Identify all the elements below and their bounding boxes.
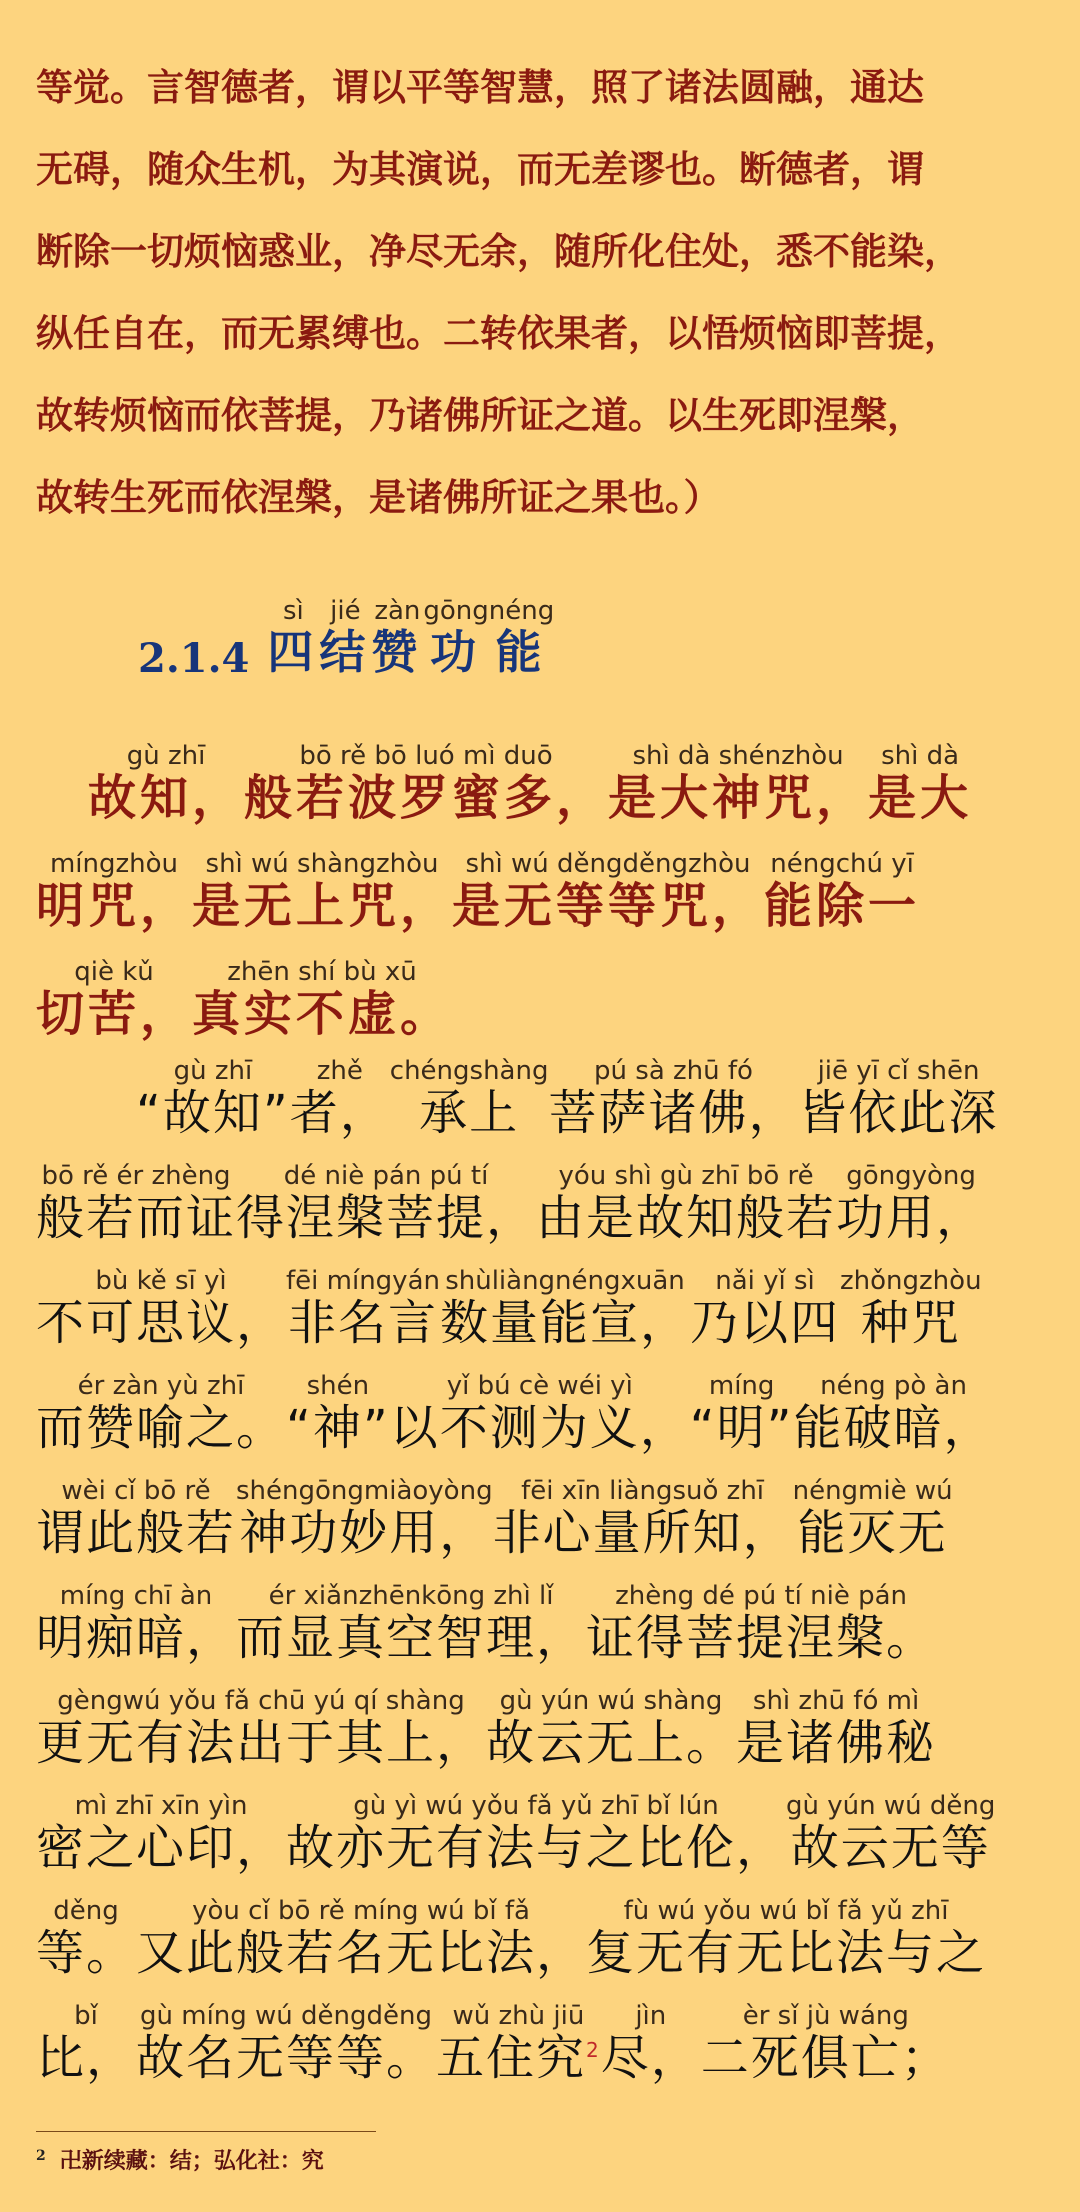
ruby-token [536, 1161, 836, 1246]
hanzi: 是无上咒， [192, 877, 453, 934]
hanzi: 是大 [868, 769, 973, 826]
hanzi: 等。 [36, 1924, 137, 1981]
hanzi: 尽， [600, 2029, 701, 2086]
section-heading [138, 596, 555, 682]
hanzi: 故知， [88, 769, 245, 826]
explanation-line [36, 1981, 1056, 2086]
hanzi: 故云无上。 [486, 1714, 737, 1771]
commentary-line: 等觉。言智德者，谓以平等智慧，照了诸法圆融，通达 [36, 65, 924, 109]
ruby-token [136, 1056, 290, 1141]
pinyin: èr sǐ jù wáng [742, 2000, 909, 2031]
ruby-token [690, 1371, 794, 1456]
ruby-token [764, 849, 920, 934]
pinyin: yóu shì gù zhī bō rě [558, 1160, 814, 1191]
hanzi: 能破暗， [793, 1399, 994, 1456]
ruby-token [548, 1056, 798, 1141]
pinyin: gù yún wú děng [786, 1790, 996, 1821]
hanzi [36, 771, 88, 826]
heading-char [489, 596, 554, 679]
hanzi: 五住究$^2$ [436, 2029, 601, 2086]
explanation-line [36, 1456, 1056, 1561]
commentary-line: 断除一切烦恼惑业，净尽无余，随所化住处，悉不能染， [36, 229, 961, 273]
ruby-token [36, 1896, 136, 1981]
explanation-line [36, 1771, 1056, 1876]
hanzi: 以不测为义， [389, 1399, 690, 1456]
pinyin: mì zhī xīn yìn [74, 1790, 248, 1821]
explanation-line [36, 1141, 1056, 1246]
explanation-line [36, 1876, 1056, 1981]
hanzi: 能 [495, 625, 548, 679]
sutra-line [36, 934, 1046, 1042]
ruby-token [586, 1896, 986, 1981]
pinyin: zhǒngzhòu [840, 1265, 982, 1296]
hanzi: 二死俱亡； [700, 2029, 951, 2086]
ruby-token [36, 1686, 486, 1771]
hanzi: 是无等等咒， [452, 877, 765, 934]
ruby-token [192, 957, 452, 1042]
ruby-token [36, 1371, 286, 1456]
ruby-token [290, 1056, 390, 1141]
hanzi: 者， [289, 1084, 390, 1141]
pinyin: shéngōngmiàoyòng [236, 1475, 493, 1506]
ruby-token [36, 741, 88, 826]
ruby-token [36, 1581, 236, 1666]
pinyin: bō rě ér zhèng [41, 1160, 231, 1191]
hanzi: 切苦， [36, 985, 193, 1042]
hanzi: “明” [689, 1399, 794, 1456]
pinyin: yǐ bú cè wéi yì [446, 1370, 633, 1401]
footnote [36, 2144, 324, 2175]
sutra-line [36, 718, 1046, 826]
pinyin: shì wú shàngzhòu [205, 848, 439, 879]
pinyin: sì [282, 596, 304, 626]
ruby-token [486, 1686, 736, 1771]
ruby-token [799, 1056, 999, 1141]
ruby-token [88, 741, 244, 826]
hanzi: 而显真空智理， [236, 1609, 587, 1666]
hanzi: 明咒， [36, 877, 193, 934]
pinyin: gù yún wú shàng [499, 1685, 723, 1716]
ruby-token [701, 2001, 951, 2086]
pinyin: fēi míngyán [286, 1265, 440, 1296]
commentary-line: 故转生死而依涅槃，是诸佛所证之果也。） [36, 475, 721, 519]
pinyin: bǐ [74, 2000, 98, 2031]
hanzi: 般若波罗蜜多， [244, 769, 609, 826]
pinyin: fēi xīn liàngsuǒ zhī [521, 1475, 765, 1506]
pinyin: shén [306, 1370, 370, 1401]
ruby-token [840, 1266, 982, 1351]
pinyin: gù yì wú yǒu fǎ yǔ zhī bǐ lún [353, 1790, 719, 1821]
heading-char [319, 596, 371, 679]
hanzi: 非心量所知， [492, 1504, 793, 1561]
pinyin: zhě [316, 1055, 363, 1086]
pinyin: pú sà zhū fó [594, 1055, 753, 1086]
hanzi: 能灭无 [797, 1504, 948, 1561]
hanzi: 四 [267, 625, 320, 679]
hanzi: 是大神咒， [608, 769, 869, 826]
pinyin: shùliàngnéngxuān [445, 1265, 685, 1296]
ruby-token [36, 2001, 136, 2086]
pinyin: zàn [374, 596, 421, 626]
ruby-token [586, 1581, 936, 1666]
ruby-token [36, 1161, 236, 1246]
hanzi: 数量能宣， [439, 1294, 690, 1351]
hanzi: 比， [36, 2029, 137, 2086]
pinyin: néngmiè wú [792, 1475, 953, 1506]
pinyin: qiè kǔ [74, 956, 154, 987]
hanzi: 种咒 [860, 1294, 961, 1351]
pinyin: gōngyòng [846, 1160, 976, 1191]
ruby-token [452, 849, 764, 934]
ruby-token [390, 1056, 549, 1141]
footnote-mark: 2 [36, 2147, 46, 2164]
ruby-token [286, 1371, 390, 1456]
pinyin: zhēn shí bù xū [227, 956, 417, 987]
heading-char [371, 596, 423, 679]
explanation-line [36, 1246, 1056, 1351]
section-number: 2.1.4 [138, 634, 250, 682]
ruby-token [286, 1266, 440, 1351]
hanzi: 而赞喻之。 [36, 1399, 287, 1456]
hanzi: 非名言 [287, 1294, 438, 1351]
hanzi: “故知” [136, 1084, 290, 1141]
commentary-line: 无碍，随众生机，为其演说，而无差谬也。断德者，谓 [36, 147, 924, 191]
pinyin: chéngshàng [389, 1055, 549, 1086]
hanzi: 功用， [836, 1189, 987, 1246]
ruby-token [286, 1791, 786, 1876]
hanzi: 般若而证 [36, 1189, 237, 1246]
heading-char [267, 596, 319, 679]
commentary-block [36, 46, 1046, 538]
ruby-token [736, 1686, 936, 1771]
hanzi: 又此般若名无比法， [136, 1924, 587, 1981]
commentary-line: 故转烦恼而依菩提，乃诸佛所证之道。以生死即涅槃， [36, 393, 924, 437]
ruby-token [836, 1161, 986, 1246]
ruby-token [493, 1476, 793, 1561]
hanzi: 神功妙用， [239, 1504, 490, 1561]
pinyin: shì wú děngděngzhòu [465, 848, 751, 879]
pinyin: wǔ zhù jiū [452, 2000, 585, 2031]
ruby-token [690, 1266, 840, 1351]
pinyin: míngzhòu [49, 848, 179, 879]
ruby-token [601, 2001, 701, 2086]
pinyin: jìn [635, 2000, 667, 2031]
pinyin: děng [53, 1895, 119, 1926]
hanzi: 菩萨诸佛， [548, 1084, 799, 1141]
hanzi: 故亦无有法与之比伦， [286, 1819, 787, 1876]
hanzi: 明痴暗， [36, 1609, 237, 1666]
hanzi: 更无有法出于其上， [36, 1714, 487, 1771]
pinyin: bō rě bō luó mì duō [299, 740, 553, 771]
pinyin: gù míng wú děngděng [140, 2000, 433, 2031]
explanation-line [36, 1666, 1056, 1771]
ruby-token [236, 1581, 586, 1666]
hanzi: 皆依此深 [798, 1084, 999, 1141]
pinyin: jié [330, 596, 361, 626]
pinyin: ér zàn yù zhī [77, 1370, 245, 1401]
ruby-token [36, 1266, 286, 1351]
hanzi: 功 [430, 625, 483, 679]
pinyin: gōng [423, 596, 489, 626]
hanzi: 不可思议， [36, 1294, 287, 1351]
pinyin: dé niè pán pú tí [283, 1160, 489, 1191]
pinyin: bù kě sī yì [95, 1265, 227, 1296]
hanzi: 得涅槃菩提， [236, 1189, 537, 1246]
hanzi: 赞 [371, 625, 424, 679]
hanzi: 故云无等 [790, 1819, 991, 1876]
pinyin: néng [488, 596, 555, 626]
ruby-token [36, 1056, 136, 1141]
sutra-text [36, 718, 1046, 1042]
pinyin: gù zhī [126, 740, 206, 771]
pinyin: shì zhū fó mì [752, 1685, 920, 1716]
hanzi: 谓此般若 [36, 1504, 237, 1561]
pinyin: jiē yī cǐ shēn [817, 1055, 980, 1086]
ruby-token [868, 741, 972, 826]
ruby-token [136, 2001, 436, 2086]
hanzi: “神” [286, 1399, 390, 1456]
ruby-token [136, 1896, 586, 1981]
ruby-token [236, 1476, 493, 1561]
hanzi: 能除一 [764, 877, 921, 934]
ruby-token [390, 1371, 690, 1456]
pinyin: nǎi yǐ sì [715, 1265, 815, 1296]
ruby-token [236, 1161, 536, 1246]
ruby-token [786, 1791, 995, 1876]
section-title [267, 596, 554, 679]
ruby-token [794, 1371, 994, 1456]
hanzi: 由是故知般若 [536, 1189, 837, 1246]
pinyin: néngchú yī [770, 848, 914, 879]
ruby-token [36, 1791, 286, 1876]
hanzi: 是诸佛秘 [736, 1714, 937, 1771]
pinyin: shì dà [881, 740, 960, 771]
pinyin: wèi cǐ bō rě [61, 1475, 211, 1506]
pinyin: fù wú yǒu wú bǐ fǎ yǔ zhī [623, 1895, 949, 1926]
hanzi: 复无有无比法与之 [586, 1924, 987, 1981]
ruby-token [440, 1266, 690, 1351]
footnote-ref: 2 [586, 2037, 601, 2062]
explanation-line [36, 1351, 1056, 1456]
ruby-token [36, 849, 192, 934]
pinyin: míng chī àn [59, 1580, 213, 1611]
heading-char [423, 596, 488, 679]
explanation-line [36, 1036, 1056, 1141]
explanation-line [36, 1561, 1056, 1666]
ruby-token [436, 2001, 601, 2086]
ruby-token [192, 849, 452, 934]
ruby-token [36, 1476, 236, 1561]
commentary-line: 纵任自在，而无累缚也。二转依果者，以悟烦恼即菩提， [36, 311, 961, 355]
pinyin: zhèng dé pú tí niè pán [615, 1580, 908, 1611]
ruby-token [793, 1476, 953, 1561]
pinyin: néng pò àn [820, 1370, 967, 1401]
explanation-text [36, 1036, 1056, 2086]
footnote-text: 卍新续藏：结；弘化社：究 [59, 2148, 324, 2174]
footnote-divider [36, 2131, 376, 2132]
pinyin: yòu cǐ bō rě míng wú bǐ fǎ [192, 1895, 530, 1926]
hanzi: 故名无等等。 [136, 2029, 437, 2086]
sutra-line [36, 826, 1046, 934]
ruby-token [244, 741, 608, 826]
hanzi: 承上 [419, 1084, 520, 1141]
hanzi: 真实不虚。 [192, 985, 453, 1042]
hanzi: 结 [319, 625, 372, 679]
pinyin: gèngwú yǒu fǎ chū yú qí shàng [57, 1685, 465, 1716]
ruby-token [36, 957, 192, 1042]
hanzi [36, 1086, 136, 1141]
pinyin: míng [708, 1370, 775, 1401]
hanzi: 乃以四 [690, 1294, 841, 1351]
hanzi: 密之心印， [36, 1819, 287, 1876]
pinyin: ér xiǎnzhēnkōng zhì lǐ [268, 1580, 554, 1611]
ruby-token [608, 741, 868, 826]
pinyin: gù zhī [173, 1055, 253, 1086]
hanzi: 证得菩提涅槃。 [586, 1609, 937, 1666]
pinyin: shì dà shénzhòu [632, 740, 844, 771]
